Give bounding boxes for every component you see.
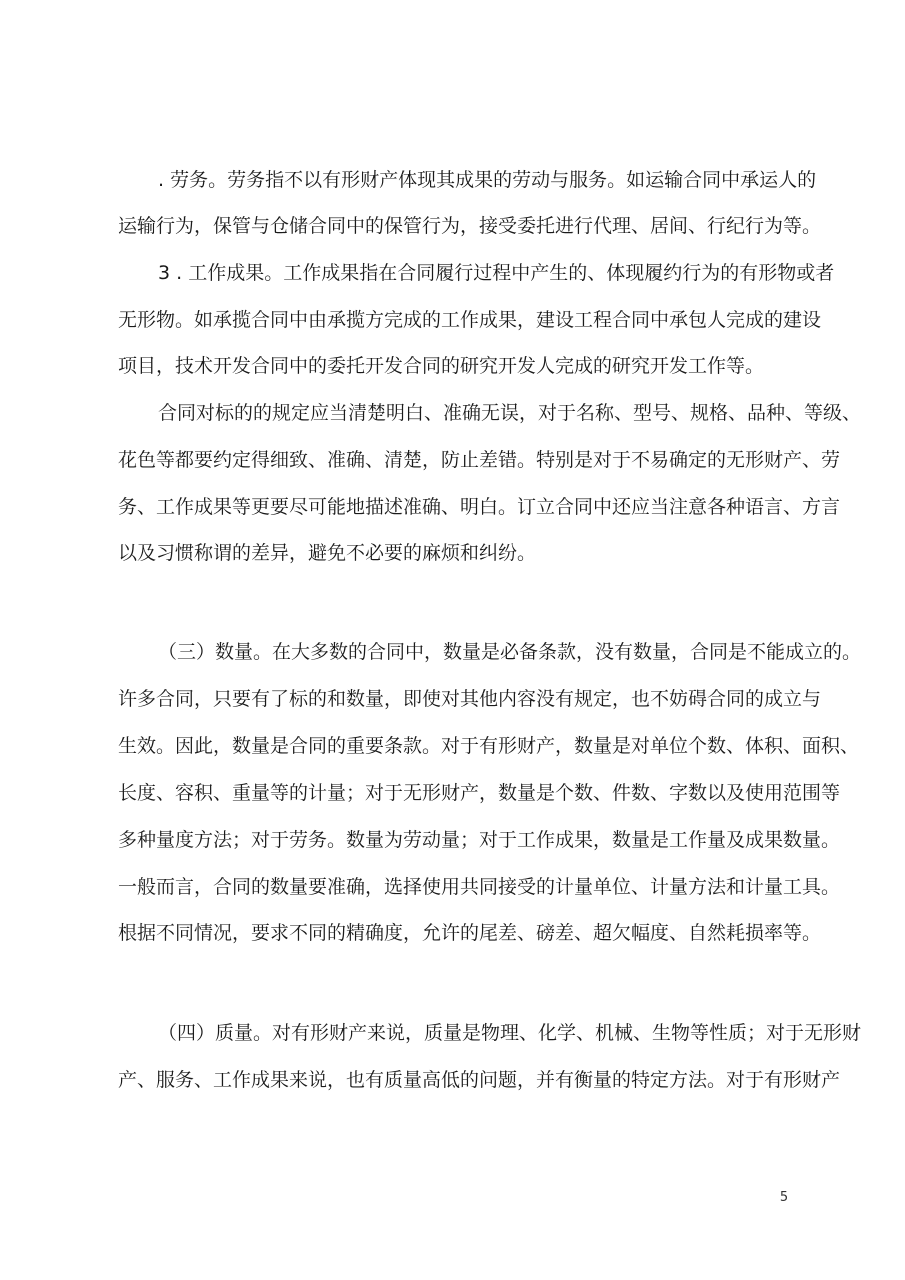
- paragraph-quantity-line-2: 许多合同，只要有了标的和数量，即使对其他内容没有规定，也不妨碍合同的成立与: [118, 688, 822, 710]
- paragraph-work-results-line-3: 项目，技术开发合同中的委托开发合同的研究开发人完成的研究开发工作等。: [118, 355, 765, 377]
- paragraph-labor-line-2: 运输行为，保管与仓储合同中的保管行为，接受委托进行代理、居间、行纪行为等。: [118, 215, 822, 237]
- paragraph-work-results-line-1: 3 . 工作成果。工作成果指在合同履行过程中产生的、体现履约行为的有形物或者: [158, 262, 835, 284]
- paragraph-quantity-line-1: （三）数量。在大多数的合同中，数量是必备条款，没有数量，合同是不能成立的。: [158, 641, 862, 663]
- paragraph-clarity-line-4: 以及习惯称谓的差异，避免不必要的麻烦和纠纷。: [118, 542, 537, 564]
- paragraph-clarity-line-1: 合同对标的的规定应当清楚明白、准确无误，对于名称、型号、规格、品种、等级、: [158, 402, 862, 424]
- paragraph-clarity-line-2: 花色等都要约定得细致、准确、清楚，防止差错。特别是对于不易确定的无形财产、劳: [118, 449, 841, 471]
- paragraph-labor-line-1: . 劳务。劳务指不以有形财产体现其成果的劳动与服务。如运输合同中承运人的: [158, 169, 817, 191]
- page-number: 5: [779, 1190, 789, 1205]
- paragraph-work-results-line-2: 无形物。如承揽合同中由承揽方完成的工作成果，建设工程合同中承包人完成的建设: [118, 309, 822, 331]
- paragraph-quantity-line-6: 一般而言，合同的数量要准确，选择使用共同接受的计量单位、计量方法和计量工具。: [118, 876, 841, 898]
- paragraph-quality-line-2: 产、服务、工作成果来说，也有质量高低的问题，并有衡量的特定方法。对于有形财产: [118, 1069, 841, 1091]
- paragraph-clarity-line-3: 务、工作成果等更要尽可能地描述准确、明白。订立合同中还应当注意各种语言、方言: [118, 496, 841, 518]
- paragraph-quality-line-1: （四）质量。对有形财产来说，质量是物理、化学、机械、生物等性质；对于无形财: [158, 1022, 862, 1044]
- paragraph-quantity-line-7: 根据不同情况，要求不同的精确度，允许的尾差、磅差、超欠幅度、自然耗损率等。: [118, 922, 822, 944]
- paragraph-quantity-line-3: 生效。因此，数量是合同的重要条款。对于有形财产，数量是对单位个数、体积、面积、: [118, 735, 860, 757]
- paragraph-quantity-line-4: 长度、容积、重量等的计量；对于无形财产，数量是个数、件数、字数以及使用范围等: [118, 782, 841, 804]
- paragraph-quantity-line-5: 多种量度方法；对于劳务。数量为劳动量；对于工作成果，数量是工作量及成果数量。: [118, 829, 841, 851]
